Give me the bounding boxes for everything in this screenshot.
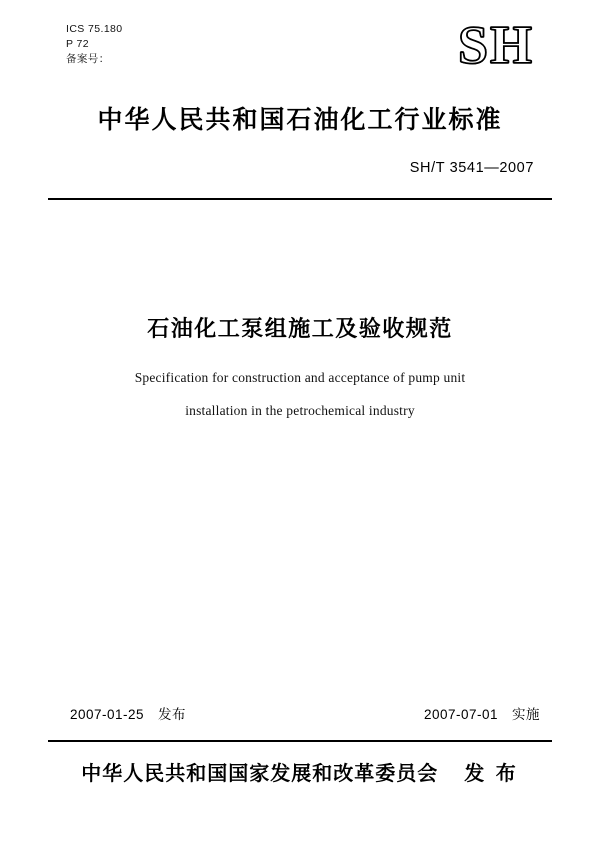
record-number-label: 备案号： (66, 53, 110, 65)
footer-divider (48, 740, 552, 742)
header-divider (48, 198, 552, 200)
issuer-line (0, 757, 600, 786)
dates-row (70, 703, 540, 723)
classification-code: P 72 (66, 38, 90, 50)
issue-date: 2007-01-25 发布 (70, 707, 187, 722)
standard-meta-block (66, 22, 123, 67)
ics-number: ICS 75.180 (66, 23, 123, 35)
standard-number: SH/T 3541—2007 (409, 160, 534, 176)
document-title-cn: 石油化工泵组施工及验收规范 (147, 316, 453, 341)
issuer-publish-label: 发 布 (464, 763, 519, 785)
standard-series-title: 中华人民共和国石油化工行业标准 (97, 106, 503, 134)
document-title-en-line1: Specification for construction and acceptance of pump unit (134, 370, 466, 385)
effective-date: 2007-07-01 实施 (423, 707, 540, 722)
document-title-en-line2: installation in the petrochemical industry (185, 403, 415, 418)
issuer-name: 中华人民共和国国家发展和改革委员会 (81, 763, 439, 785)
sh-logo: SH (457, 15, 534, 75)
